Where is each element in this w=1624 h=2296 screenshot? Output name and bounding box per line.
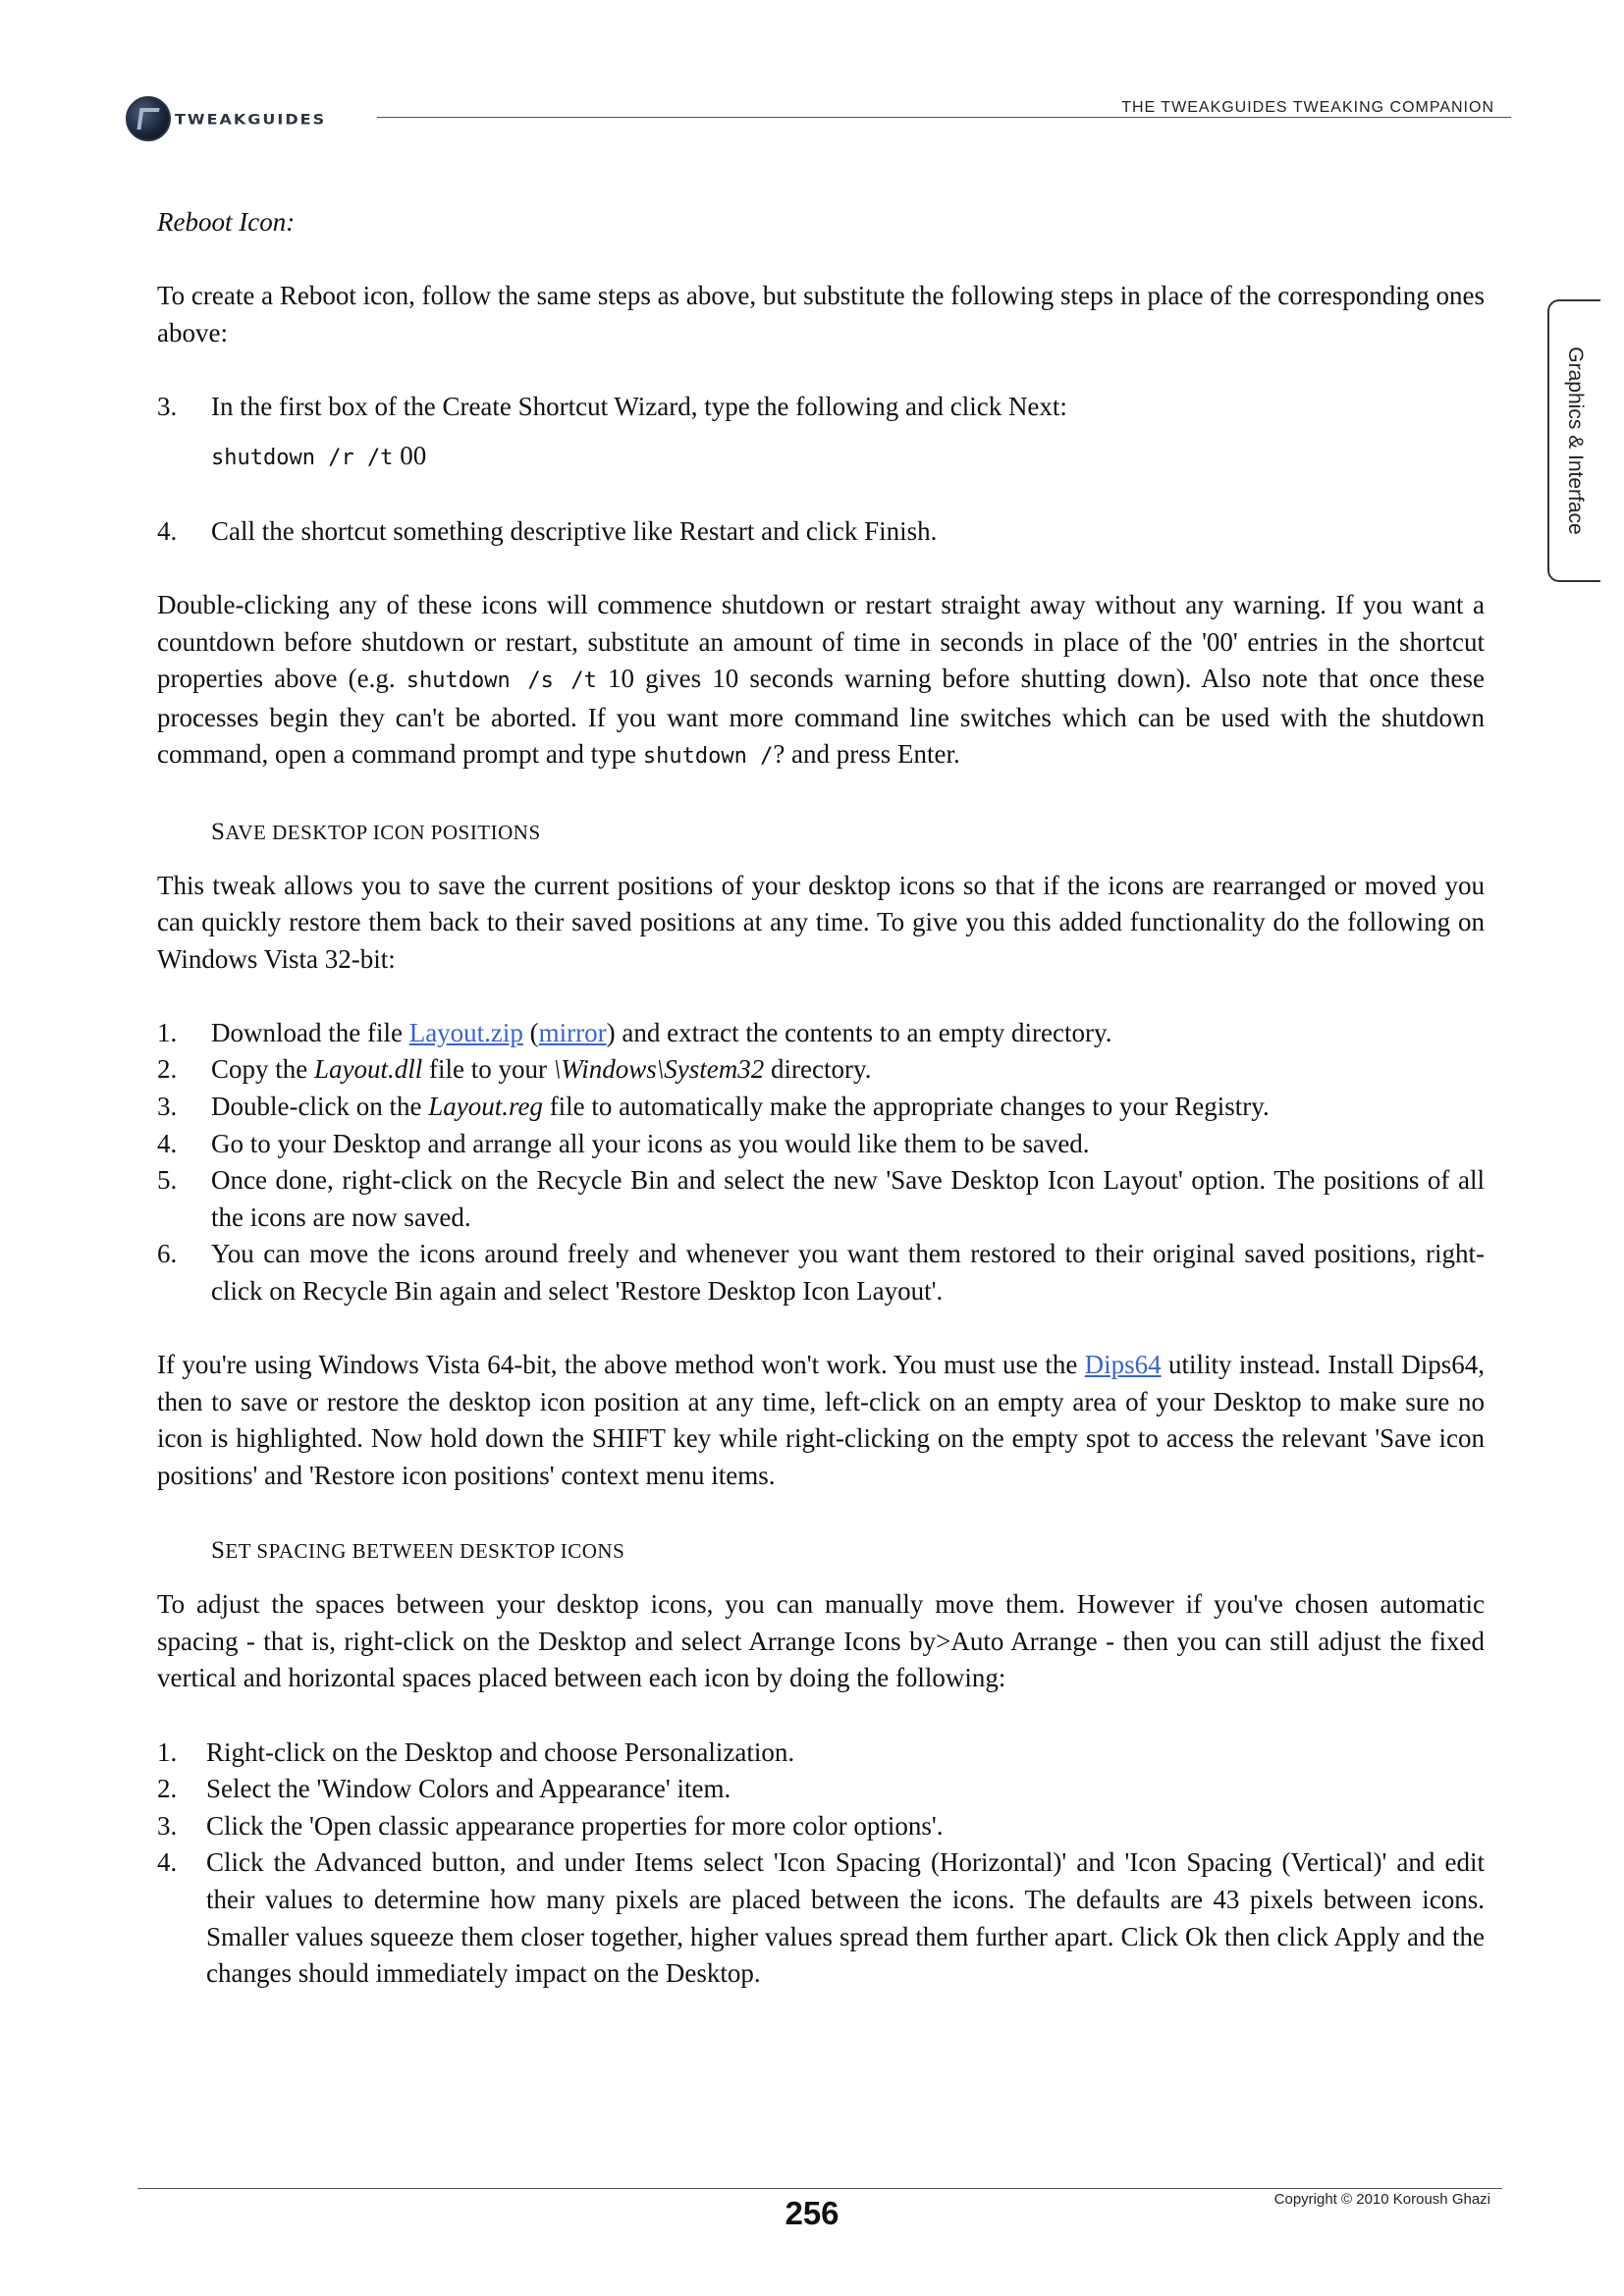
copyright-notice: Copyright © 2010 Koroush Ghazi: [1273, 2191, 1490, 2208]
spacing-section-heading: SET SPACING BETWEEN DESKTOP ICONS: [211, 1537, 625, 1565]
list-item: 6. You can move the icons around freely and whenever you want them restored to their original saved positions, right-click on Recycle Bin again and select 'Restore Desktop Icon Layout'.: [157, 1239, 1485, 1307]
reboot-warning-paragraph: Double-clicking any of these icons will commence shutdown or restart straight away without any warning. If you want a countdown before shutdown or restart, substitute an amount of time in seconds in place of the '00' entries in the shortcut properties above (e.g. shutdown /s /t 10 gives 10 seconds warning before shutting down). Also note that once these processes begin they can't be aborted. If you want more command line switches which can be used with the shutdown command, open a command prompt and type shutdown /? and press Enter.: [157, 589, 1485, 770]
list-item: 5. Once done, right-click on the Recycle Bin and select the new 'Save Desktop Icon Layout' option. The positions of all the icons are now saved.: [157, 1165, 1485, 1232]
save-positions-section-heading: SAVE DESKTOP ICON POSITIONS: [211, 818, 541, 845]
mirror-link[interactable]: mirror: [538, 1017, 607, 1047]
spacing-intro: To adjust the spaces between your desktop icons, you can manually move them. However if you've chosen automatic spacing - that is, right-click on the Desktop and select Arrange Icons by>Auto Arrange - then you can still adjust the fixed vertical and horizontal spaces placed between each icon by doing the following:: [157, 1589, 1485, 1693]
page-body: [157, 204, 1485, 1993]
page-number: 256: [785, 2195, 839, 2231]
list-item: 3. Double-click on the Layout.reg file to automatically make the appropriate changes to your Registry.: [157, 1092, 1270, 1122]
chapter-side-tab: [1547, 299, 1600, 582]
spacing-steps: [157, 1735, 1485, 1993]
running-header-title: THE TWEAKGUIDES TWEAKING COMPANION: [1121, 99, 1494, 116]
reboot-intro: To create a Reboot icon, follow the same steps as above, but substitute the following steps in place of the corresponding ones above:: [157, 281, 1485, 347]
tweakguides-logo: [126, 96, 326, 141]
list-item: 3. In the first box of the Create Shortcut Wizard, type the following and click Next:: [157, 391, 1067, 421]
list-item: 4. Click the Advanced button, and under Items select 'Icon Spacing (Horizontal)' and 'Icon Spacing (Vertical)' and edit their values to determine how many pixels are placed between the icons. The defaults are 43 pixels between icons. Smaller values squeeze them closer together, higher values spread them further apart. Click Ok then click Apply and the changes should immediately impact on the Desktop.: [157, 1847, 1485, 1989]
list-item: 4. Call the shortcut something descriptive like Restart and click Finish.: [157, 515, 938, 546]
dips64-link[interactable]: Dips64: [1084, 1350, 1162, 1380]
reboot-command: shutdown /r /t 00: [211, 440, 427, 470]
vista64-paragraph: If you're using Windows Vista 64-bit, the above method won't work. You must use the Dips64 utility instead. Install Dips64, then to save or restore the desktop icon position at any time, left-click on an empty area of your Desktop to make sure no icon is highlighted. Now hold down the SHIFT key while right-clicking on the empty spot to access the relevant 'Save icon positions' and 'Restore icon positions' context menu items.: [157, 1350, 1485, 1490]
footer-divider: [137, 2188, 1502, 2189]
layout-zip-link[interactable]: Layout.zip: [408, 1017, 523, 1047]
save-positions-steps: [157, 1015, 1485, 1310]
logo-emblem-icon: [126, 96, 171, 141]
reboot-icon-heading: Reboot Icon:: [157, 207, 296, 237]
save-positions-intro: This tweak allows you to save the current positions of your desktop icons so that if the icons are rearranged or moved you can quickly restore them back to their saved positions at any time. To give you this added functionality do the following on Windows Vista 32-bit:: [157, 870, 1485, 974]
list-item: 3. Click the 'Open classic appearance properties for more color options'.: [157, 1810, 944, 1841]
list-item: 1. Right-click on the Desktop and choose Personalization.: [157, 1736, 795, 1767]
chapter-side-tab-label: Graphics & Interface: [1564, 347, 1587, 535]
reboot-steps-a: [157, 389, 1485, 426]
logo-text: TWEAKGUIDES: [175, 110, 327, 128]
list-item: 2. Select the 'Window Colors and Appearance' item.: [157, 1774, 731, 1804]
list-item: 4. Go to your Desktop and arrange all your icons as you would like them to be saved.: [157, 1128, 1090, 1158]
reboot-steps-b: [157, 513, 1485, 551]
header-divider: [377, 117, 1511, 118]
list-item: 1. Download the file Layout.zip (mirror) and extract the contents to an empty directory.: [157, 1017, 1112, 1047]
list-item: 2. Copy the Layout.dll file to your \Windows\System32 directory.: [157, 1054, 872, 1085]
